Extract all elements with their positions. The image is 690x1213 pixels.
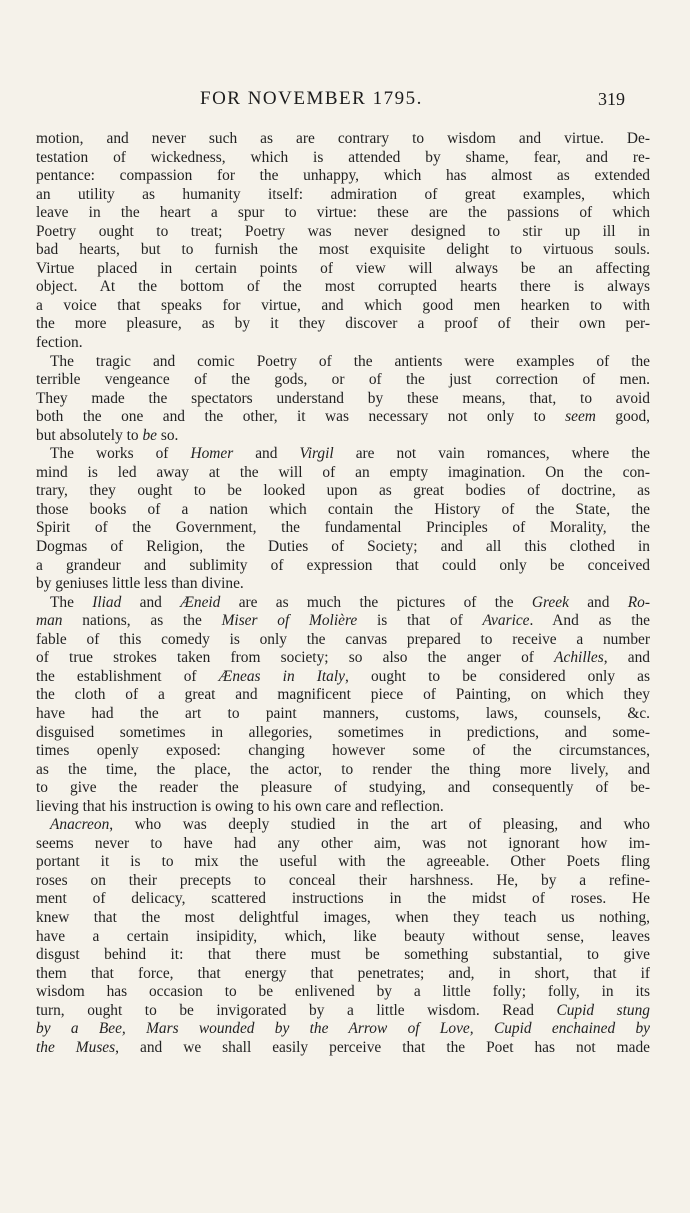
running-header bbox=[0, 88, 690, 118]
text-line: pentance: compassion for the unhappy, which has almost as extended bbox=[36, 167, 650, 185]
text-line: bad hearts, but to furnish the most exquisite delight to virtuous souls. bbox=[36, 241, 650, 259]
text-line: but absolutely to be so. bbox=[36, 426, 179, 444]
page-number: 319 bbox=[598, 89, 625, 109]
text-line: object. At the bottom of the most corrupted hearts there is always bbox=[36, 278, 650, 296]
text-line: terrible vengeance of the gods, or of the just correction of men. bbox=[36, 371, 650, 389]
text-line: disguised sometimes in allegories, sometimes in predictions, and some- bbox=[36, 723, 650, 741]
text-line: as the time, the place, the actor, to render the thing more lively, and bbox=[36, 760, 650, 778]
text-line: the cloth of a great and magnificent piece of Painting, on which they bbox=[36, 686, 650, 704]
text-line: lieving that his instruction is owing to his own care and reflection. bbox=[36, 797, 444, 815]
text-line: fection. bbox=[36, 334, 83, 352]
text-line: testation of wickedness, which is attended by shame, fear, and re- bbox=[36, 148, 650, 166]
text-line: Poetry ought to treat; Poetry was never designed to stir up ill in bbox=[36, 222, 650, 240]
text-line: to give the reader the pleasure of studying, and consequently of be- bbox=[36, 779, 650, 797]
text-line: those books of a nation which contain the History of the State, the bbox=[36, 500, 650, 518]
text-line: a voice that speaks for virtue, and which good men hearken to with bbox=[36, 296, 650, 314]
text-line: have had the art to paint manners, customs, laws, counsels, &c. bbox=[36, 704, 650, 722]
text-line: mind is led away at the will of an empty imagination. On the con- bbox=[36, 463, 650, 481]
running-title: FOR NOVEMBER 1795. bbox=[200, 88, 423, 109]
text-line: a grandeur and sublimity of expression that could only be conceived bbox=[36, 556, 650, 574]
text-line: They made the spectators understand by these means, that, to avoid bbox=[36, 389, 650, 407]
text-line: trary, they ought to be looked upon as great bodies of doctrine, as bbox=[36, 482, 650, 500]
text-line: turn, ought to be invigorated by a little wisdom. Read Cupid stung bbox=[36, 1001, 650, 1019]
text-line: the Muses, and we shall easily perceive that the Poet has not made bbox=[36, 1038, 650, 1056]
text-line: wisdom has occasion to be enlivened by a little folly; folly, in its bbox=[36, 983, 650, 1001]
text-line: by a Bee, Mars wounded by the Arrow of Love, Cupid enchained by bbox=[36, 1020, 650, 1038]
text-line: Spirit of the Government, the fundamental Principles of Morality, the bbox=[36, 519, 650, 537]
text-line: both the one and the other, it was necessary not only to seem good, bbox=[36, 408, 650, 426]
text-line: an utility as humanity itself: admiration of great examples, which bbox=[36, 185, 650, 203]
text-line: man nations, as the Miser of Molière is that of Avarice. And as the bbox=[36, 612, 650, 630]
text-line: The Iliad and Æneid are as much the pictures of the Greek and Ro- bbox=[50, 593, 650, 611]
text-line: seems never to have had any other aim, was not ignorant how im- bbox=[36, 834, 650, 852]
text-line: the more pleasure, as by it they discover a proof of their own per- bbox=[36, 315, 650, 333]
text-line: fable of this comedy is only the canvas prepared to receive a number bbox=[36, 630, 650, 648]
text-line: Virtue placed in certain points of view will always be an affecting bbox=[36, 259, 650, 277]
text-line: The tragic and comic Poetry of the antients were examples of the bbox=[50, 352, 650, 370]
text-line: knew that the most delightful images, when they teach us nothing, bbox=[36, 908, 650, 926]
text-line: ment of delicacy, scattered instructions in the midst of roses. He bbox=[36, 890, 650, 908]
text-line: leave in the heart a spur to virtue: these are the passions of which bbox=[36, 204, 650, 222]
text-line: Anacreon, who was deeply studied in the art of pleasing, and who bbox=[50, 816, 650, 834]
text-line: times openly exposed: changing however some of the circumstances, bbox=[36, 742, 650, 760]
text-line: disgust behind it: that there must be something substantial, to give bbox=[36, 946, 650, 964]
text-line: The works of Homer and Virgil are not vain romances, where the bbox=[50, 445, 650, 463]
text-line: Dogmas of Religion, the Duties of Society; and all this clothed in bbox=[36, 538, 650, 556]
text-line: motion, and never such as are contrary to wisdom and virtue. De- bbox=[36, 130, 650, 147]
text-line: them that force, that energy that penetrates; and, in short, that if bbox=[36, 964, 650, 982]
text-line: by geniuses little less than divine. bbox=[36, 575, 244, 593]
body-text bbox=[36, 130, 650, 1057]
text-line: of true strokes taken from society; so also the anger of Achilles, and bbox=[36, 649, 650, 667]
text-line: roses on their precepts to conceal their harshness. He, by a refine- bbox=[36, 871, 650, 889]
text-line: have a certain insipidity, which, like beauty without sense, leaves bbox=[36, 927, 650, 945]
text-line: the establishment of Æneas in Italy, ought to be considered only as bbox=[36, 667, 650, 685]
text-line: portant it is to mix the useful with the agreeable. Other Poets fling bbox=[36, 853, 650, 871]
